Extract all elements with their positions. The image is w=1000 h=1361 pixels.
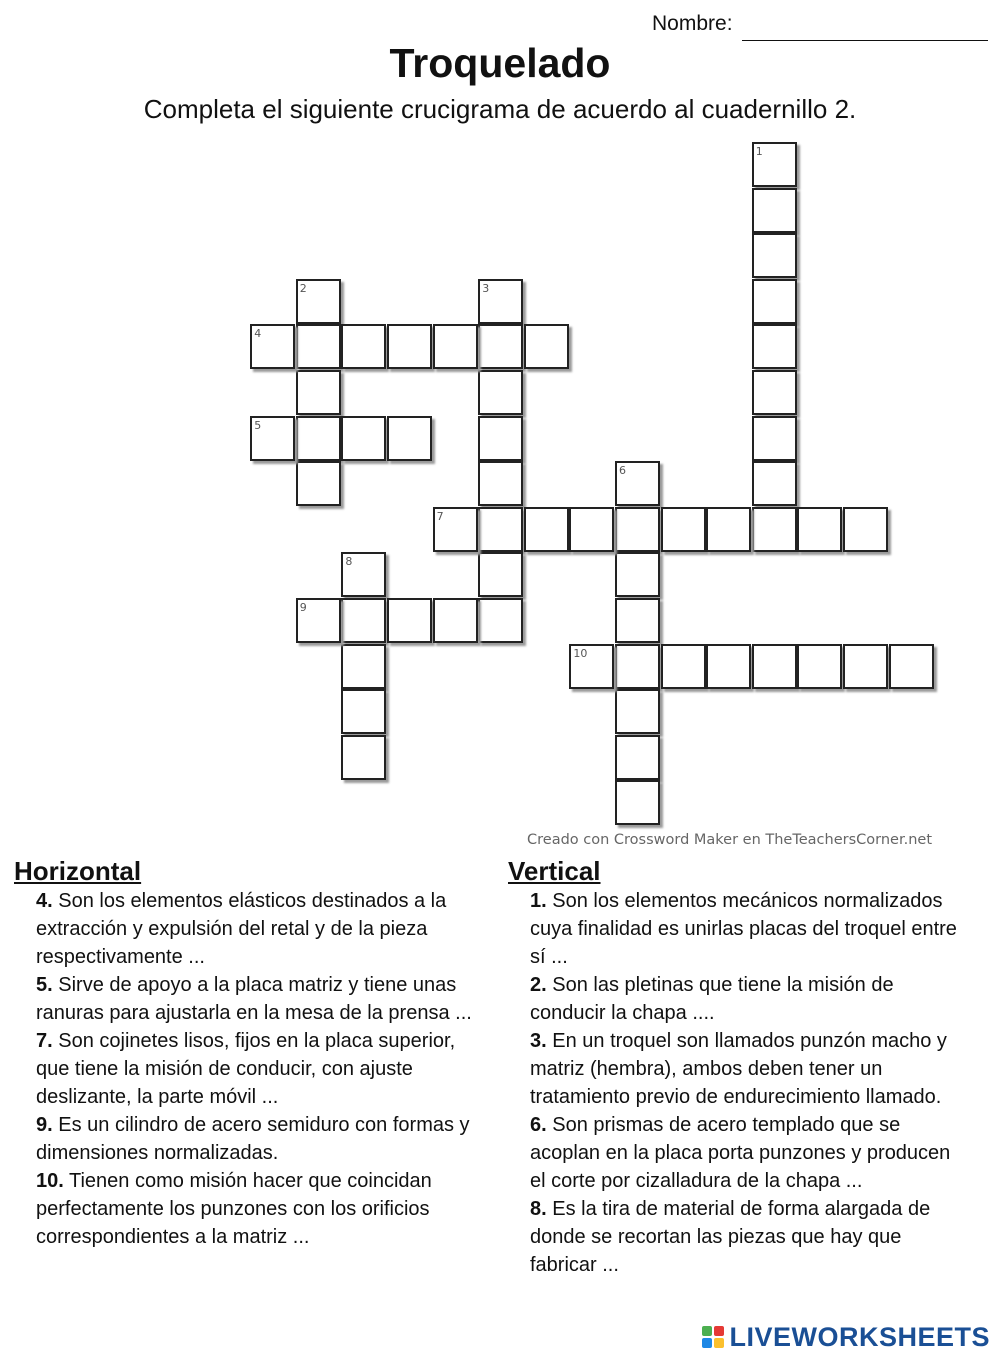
crossword-cell[interactable] (615, 598, 660, 643)
crossword-cell[interactable] (478, 507, 523, 552)
clue-number: 6 (619, 464, 626, 478)
crossword-cell[interactable] (889, 644, 934, 689)
crossword-cell[interactable] (387, 598, 432, 643)
liveworksheets-logo (702, 1322, 990, 1353)
crossword-cell[interactable] (797, 507, 842, 552)
crossword-cell[interactable] (250, 416, 295, 461)
crossword-cell[interactable] (433, 324, 478, 369)
crossword-cell[interactable] (296, 324, 341, 369)
crossword-cell[interactable] (296, 416, 341, 461)
clue-item-number: 1. (530, 890, 547, 912)
crossword-cell[interactable] (752, 142, 797, 187)
crossword-cell[interactable] (341, 735, 386, 780)
clue-item (36, 1027, 484, 1111)
crossword-cell[interactable] (296, 461, 341, 506)
clue-item-text: Son los elementos mecánicos normalizados cuya finalidad es unirlas placas del troquel entre sí ... (530, 890, 957, 968)
crossword-cell[interactable] (569, 507, 614, 552)
crossword-cell[interactable] (387, 416, 432, 461)
crossword-cell[interactable] (615, 552, 660, 597)
horizontal-heading: Horizontal (14, 856, 142, 886)
clue-number: 5 (254, 418, 262, 432)
crossword-cell[interactable] (752, 507, 797, 552)
crossword-cell[interactable] (615, 735, 660, 780)
clue-item-number: 9. (36, 1114, 53, 1136)
crossword-cell[interactable] (478, 598, 523, 643)
clue-item-number: 7. (36, 1030, 53, 1052)
crossword-cell[interactable] (478, 552, 523, 597)
crossword-cell[interactable] (433, 507, 478, 552)
crossword-cell[interactable] (752, 370, 797, 415)
nombre-label: Nombre: (652, 12, 733, 35)
clue-item (36, 887, 484, 971)
clue-number: 7 (436, 509, 444, 523)
crossword-cell[interactable] (433, 598, 478, 643)
clue-number: 3 (482, 281, 490, 295)
crossword-cell[interactable] (615, 780, 660, 825)
page-title: Troquelado (389, 40, 611, 86)
crossword-cell[interactable] (341, 644, 386, 689)
crossword-cell[interactable] (569, 644, 614, 689)
clue-item (530, 887, 970, 971)
clue-number: 1 (755, 145, 763, 158)
clue-item-text: Es la tira de material de forma alargada de donde se recortan las piezas que hay que fabricar ... (530, 1198, 931, 1276)
crossword-cell[interactable] (341, 416, 386, 461)
crossword-cell[interactable] (524, 507, 569, 552)
clue-item (530, 1027, 970, 1111)
crossword-cell[interactable] (661, 507, 706, 552)
crossword-cell[interactable] (752, 461, 797, 506)
crossword-cell[interactable] (752, 279, 797, 324)
crossword-cell[interactable] (615, 689, 660, 734)
clue-item-number: 8. (530, 1198, 547, 1220)
clue-item-number: 6. (530, 1114, 547, 1136)
crossword-cell[interactable] (296, 370, 341, 415)
vertical-heading: Vertical (508, 856, 601, 886)
crossword-cell[interactable] (387, 324, 432, 369)
crossword-cell[interactable] (478, 324, 523, 369)
crossword-cell[interactable] (752, 644, 797, 689)
crossword-cell[interactable] (615, 461, 660, 506)
clue-number: 4 (254, 327, 262, 341)
horizontal-clues (14, 855, 484, 1251)
crossword-cell[interactable] (341, 552, 386, 597)
crossword-cell[interactable] (706, 644, 751, 689)
crossword-cell[interactable] (843, 507, 888, 552)
clue-item (36, 1167, 484, 1251)
crossword-cell[interactable] (250, 324, 295, 369)
vertical-clues (508, 855, 970, 1279)
crossword-cell[interactable] (478, 461, 523, 506)
crossword-cell[interactable] (341, 598, 386, 643)
crossword-cell[interactable] (478, 416, 523, 461)
crossword-cell[interactable] (524, 324, 569, 369)
clue-item-text: Es un cilindro de acero semiduro con formas y dimensiones normalizadas. (36, 1114, 470, 1164)
clue-number: 10 (573, 646, 588, 660)
crossword-cell[interactable] (478, 370, 523, 415)
clue-item-text: Sirve de apoyo a la placa matriz y tiene unas ranuras para ajustarla en la mesa de la prensa ... (36, 974, 472, 1024)
crossword-cell[interactable] (341, 689, 386, 734)
crossword-cell[interactable] (478, 279, 523, 324)
crossword-cell[interactable] (341, 324, 386, 369)
clue-item (36, 1111, 484, 1167)
credit-text: Creado con Crossword Maker en TheTeachersCorner.net (527, 832, 933, 848)
clue-item-number: 10. (36, 1170, 64, 1192)
clue-item-text: Son prismas de acero templado que se acoplan en la placa porta punzones y producen el corte por cizalladura de la chapa ... (530, 1114, 951, 1192)
clue-item-number: 3. (530, 1030, 547, 1052)
clue-item (530, 1111, 970, 1195)
clue-item-text: Son cojinetes lisos, fijos en la placa superior, que tiene la misión de conducir, con ajuste deslizante, la parte móvil ... (36, 1030, 456, 1108)
clue-number: 8 (345, 555, 353, 569)
clue-number: 9 (299, 601, 307, 614)
clue-item-text: Son las pletinas que tiene la misión de conducir la chapa .... (530, 974, 894, 1024)
page-subtitle: Completa el siguiente crucigrama de acuerdo al cuadernillo 2. (143, 94, 857, 124)
logo-text: LIVEWORKSHEETS (729, 1322, 990, 1352)
crossword-cell[interactable] (615, 644, 660, 689)
clue-item-text: En un troquel son llamados punzón macho y matriz (hembra), ambos deben tener un tratamiento previo de endurecimiento llamado. (530, 1030, 947, 1108)
clue-item-number: 4. (36, 890, 53, 912)
crossword-cell[interactable] (296, 279, 341, 324)
clue-item (530, 971, 970, 1027)
crossword-cell[interactable] (752, 416, 797, 461)
crossword-cell[interactable] (843, 644, 888, 689)
clue-item (530, 1195, 970, 1279)
clue-item-text: Tienen como misión hacer que coincidan perfectamente los punzones con los orificios correspondientes a la matriz ... (36, 1170, 432, 1248)
clue-item-number: 2. (530, 974, 547, 996)
clue-number: 2 (299, 281, 307, 295)
crossword-cell[interactable] (296, 598, 341, 643)
clue-item-text: Son los elementos elásticos destinados a la extracción y expulsión del retal y de la pieza respectivamente ... (36, 890, 447, 968)
crossword-cell[interactable] (706, 507, 751, 552)
liveworksheets-logo-icon (702, 1326, 726, 1350)
crossword-cell[interactable] (661, 644, 706, 689)
crossword-cell[interactable] (797, 644, 842, 689)
crossword-cell[interactable] (752, 233, 797, 278)
crossword-cell[interactable] (752, 188, 797, 233)
crossword-cell[interactable] (615, 507, 660, 552)
clue-item (36, 971, 484, 1027)
crossword-cell[interactable] (752, 324, 797, 369)
clue-item-number: 5. (36, 974, 53, 996)
